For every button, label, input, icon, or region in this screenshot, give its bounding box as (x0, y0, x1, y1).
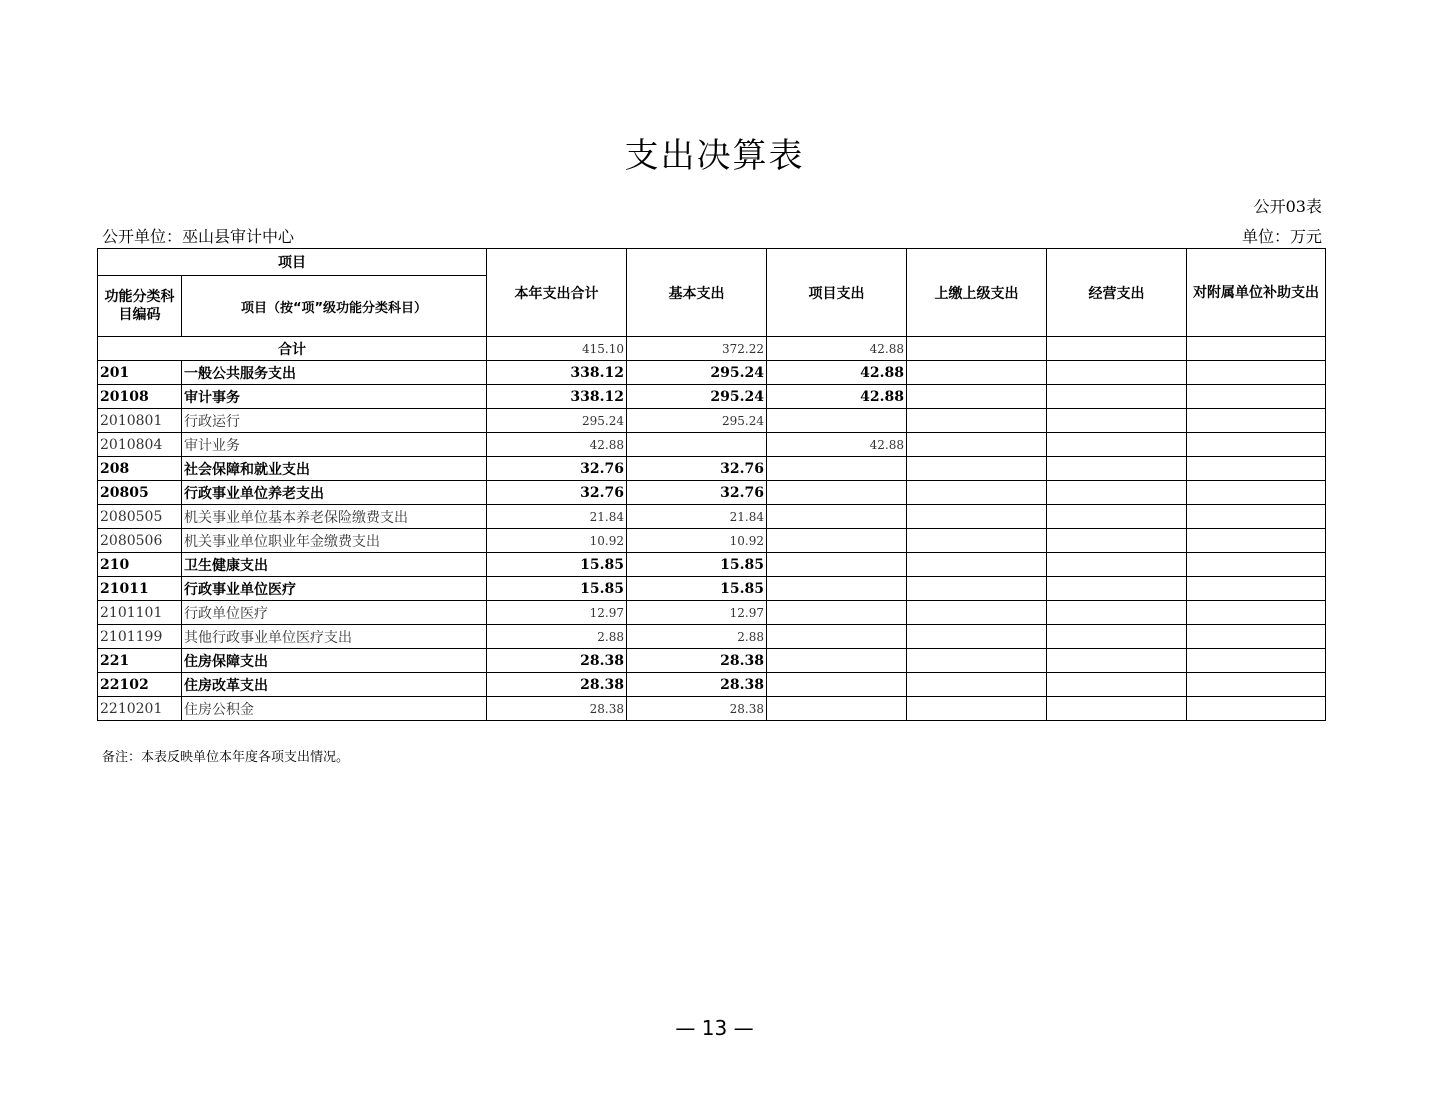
row-superior (907, 577, 1047, 601)
row-subsidy (1187, 505, 1326, 529)
row-basic: 2.88 (627, 625, 767, 649)
reporting-unit: 公开单位：巫山县审计中心 (102, 227, 295, 246)
row-business (1047, 577, 1187, 601)
row-project (767, 625, 907, 649)
row-subsidy (1187, 457, 1326, 481)
row-business (1047, 481, 1187, 505)
row-superior (907, 553, 1047, 577)
table-row (98, 409, 1326, 433)
row-project: 42.88 (767, 385, 907, 409)
row-code: 2010801 (98, 409, 182, 433)
row-subsidy (1187, 601, 1326, 625)
row-superior (907, 433, 1047, 457)
row-name: 审计业务 (182, 433, 487, 457)
row-code: 201 (98, 361, 182, 385)
row-total: 10.92 (487, 529, 627, 553)
row-superior (907, 601, 1047, 625)
row-business (1047, 529, 1187, 553)
row-business (1047, 697, 1187, 721)
table-row (98, 481, 1326, 505)
row-project (767, 409, 907, 433)
header-basic: 基本支出 (627, 249, 767, 337)
table-row (98, 577, 1326, 601)
row-project (767, 553, 907, 577)
row-project (767, 673, 907, 697)
row-subsidy (1187, 409, 1326, 433)
row-subsidy (1187, 649, 1326, 673)
row-project: 42.88 (767, 433, 907, 457)
row-total: 12.97 (487, 601, 627, 625)
table-row (98, 649, 1326, 673)
row-name: 住房保障支出 (182, 649, 487, 673)
row-subsidy (1187, 697, 1326, 721)
row-project (767, 505, 907, 529)
row-subsidy (1187, 361, 1326, 385)
table-row (98, 361, 1326, 385)
row-subsidy (1187, 673, 1326, 697)
row-business (1047, 649, 1187, 673)
row-superior (907, 673, 1047, 697)
row-total: 295.24 (487, 409, 627, 433)
row-superior (907, 481, 1047, 505)
page-title: 支出决算表 (624, 136, 805, 176)
row-subsidy (1187, 625, 1326, 649)
row-name: 机关事业单位基本养老保险缴费支出 (182, 505, 487, 529)
row-total: 28.38 (487, 673, 627, 697)
total-sum: 415.10 (487, 337, 627, 361)
row-superior (907, 361, 1047, 385)
table-row (98, 457, 1326, 481)
row-code: 22102 (98, 673, 182, 697)
row-name: 住房公积金 (182, 697, 487, 721)
row-superior (907, 505, 1047, 529)
row-code: 2080506 (98, 529, 182, 553)
row-superior (907, 385, 1047, 409)
row-business (1047, 385, 1187, 409)
row-total: 28.38 (487, 697, 627, 721)
row-code: 2080505 (98, 505, 182, 529)
row-total: 21.84 (487, 505, 627, 529)
row-name: 卫生健康支出 (182, 553, 487, 577)
table-row (98, 697, 1326, 721)
total-label: 合计 (98, 337, 487, 361)
row-total: 42.88 (487, 433, 627, 457)
row-basic: 15.85 (627, 553, 767, 577)
row-code: 210 (98, 553, 182, 577)
row-business (1047, 433, 1187, 457)
row-basic: 295.24 (627, 385, 767, 409)
row-superior (907, 409, 1047, 433)
row-name: 行政事业单位医疗 (182, 577, 487, 601)
row-name: 住房改革支出 (182, 673, 487, 697)
row-total: 338.12 (487, 361, 627, 385)
row-total: 28.38 (487, 649, 627, 673)
row-name: 行政运行 (182, 409, 487, 433)
row-business (1047, 457, 1187, 481)
row-code: 2101101 (98, 601, 182, 625)
row-project (767, 649, 907, 673)
row-name: 社会保障和就业支出 (182, 457, 487, 481)
row-business (1047, 673, 1187, 697)
total-row (98, 337, 1326, 361)
total-basic: 372.22 (627, 337, 767, 361)
expenditure-table (97, 248, 1326, 721)
header-code: 功能分类科目编码 (98, 276, 182, 337)
row-basic: 28.38 (627, 649, 767, 673)
row-basic: 32.76 (627, 481, 767, 505)
row-name: 审计事务 (182, 385, 487, 409)
table-number: 公开03表 (1253, 197, 1322, 216)
row-basic: 21.84 (627, 505, 767, 529)
table-row (98, 673, 1326, 697)
row-name: 行政单位医疗 (182, 601, 487, 625)
total-business (1047, 337, 1187, 361)
table-row (98, 553, 1326, 577)
total-superior (907, 337, 1047, 361)
row-superior (907, 457, 1047, 481)
row-business (1047, 553, 1187, 577)
table-row (98, 385, 1326, 409)
header-subsidy: 对附属单位补助支出 (1187, 249, 1326, 337)
row-basic: 15.85 (627, 577, 767, 601)
row-subsidy (1187, 577, 1326, 601)
total-project: 42.88 (767, 337, 907, 361)
row-superior (907, 625, 1047, 649)
row-code: 208 (98, 457, 182, 481)
header-business: 经营支出 (1047, 249, 1187, 337)
row-project (767, 481, 907, 505)
row-code: 2210201 (98, 697, 182, 721)
row-basic: 32.76 (627, 457, 767, 481)
row-basic: 295.24 (627, 409, 767, 433)
table-row (98, 433, 1326, 457)
row-code: 20108 (98, 385, 182, 409)
currency-unit: 单位：万元 (1241, 227, 1322, 246)
row-project: 42.88 (767, 361, 907, 385)
row-business (1047, 409, 1187, 433)
row-superior (907, 697, 1047, 721)
row-total: 2.88 (487, 625, 627, 649)
header-superior: 上缴上级支出 (907, 249, 1047, 337)
row-project (767, 577, 907, 601)
row-project (767, 457, 907, 481)
total-subsidy (1187, 337, 1326, 361)
page-number: — 13 — (675, 1016, 754, 1040)
row-name: 其他行政事业单位医疗支出 (182, 625, 487, 649)
row-business (1047, 361, 1187, 385)
row-code: 21011 (98, 577, 182, 601)
row-basic: 12.97 (627, 601, 767, 625)
row-code: 2010804 (98, 433, 182, 457)
row-basic (627, 433, 767, 457)
row-project (767, 529, 907, 553)
row-project (767, 601, 907, 625)
row-business (1047, 505, 1187, 529)
table-row (98, 505, 1326, 529)
row-total: 15.85 (487, 553, 627, 577)
header-name: 项目（按“项”级功能分类科目） (182, 276, 487, 337)
header-project: 项目支出 (767, 249, 907, 337)
row-total: 32.76 (487, 481, 627, 505)
row-code: 20805 (98, 481, 182, 505)
row-project (767, 697, 907, 721)
row-superior (907, 649, 1047, 673)
row-subsidy (1187, 529, 1326, 553)
table-row (98, 625, 1326, 649)
row-subsidy (1187, 433, 1326, 457)
row-total: 15.85 (487, 577, 627, 601)
row-basic: 28.38 (627, 697, 767, 721)
header-item: 项目 (98, 249, 487, 276)
row-code: 221 (98, 649, 182, 673)
row-basic: 295.24 (627, 361, 767, 385)
row-total: 338.12 (487, 385, 627, 409)
row-subsidy (1187, 481, 1326, 505)
row-business (1047, 601, 1187, 625)
table-note: 备注：本表反映单位本年度各项支出情况。 (102, 750, 350, 765)
row-subsidy (1187, 553, 1326, 577)
row-code: 2101199 (98, 625, 182, 649)
table-row (98, 529, 1326, 553)
header-total: 本年支出合计 (487, 249, 627, 337)
row-name: 一般公共服务支出 (182, 361, 487, 385)
table-row (98, 601, 1326, 625)
row-total: 32.76 (487, 457, 627, 481)
row-business (1047, 625, 1187, 649)
row-subsidy (1187, 385, 1326, 409)
row-name: 行政事业单位养老支出 (182, 481, 487, 505)
row-basic: 10.92 (627, 529, 767, 553)
row-basic: 28.38 (627, 673, 767, 697)
row-superior (907, 529, 1047, 553)
row-name: 机关事业单位职业年金缴费支出 (182, 529, 487, 553)
